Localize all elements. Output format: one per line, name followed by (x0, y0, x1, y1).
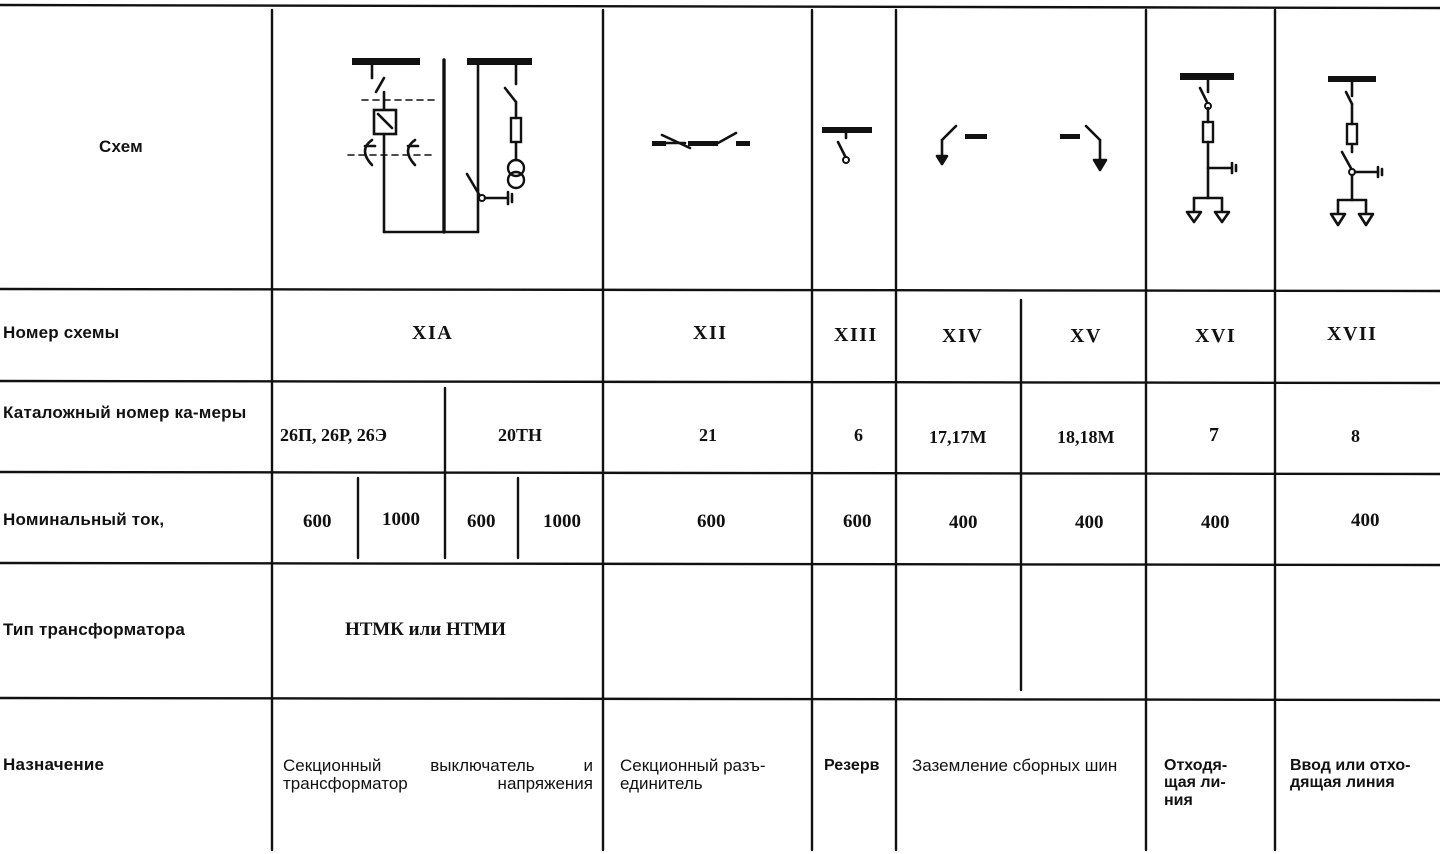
scheme-xv-diagram (1060, 126, 1106, 170)
catalog-row-label: Каталожный номер ка-меры (3, 403, 247, 422)
current-cell: 600 (697, 511, 726, 532)
current-row-label: Номинальный ток, (3, 510, 165, 529)
catalog-number-cell: 17,17М (929, 427, 987, 447)
scheme-number-cell: XVII (1327, 323, 1378, 345)
transformer-row-label: Тип трансформатора (3, 620, 185, 639)
scheme-xiv-diagram (937, 126, 987, 164)
catalog-number-cell: 20ТН (498, 425, 543, 445)
scheme-row-label: Схем (99, 137, 143, 156)
scheme-number-cell: XIA (412, 322, 454, 344)
current-cell: 400 (1201, 512, 1230, 533)
current-cell: 400 (949, 512, 978, 533)
current-cell: 1000 (543, 511, 581, 532)
current-cell: 600 (303, 511, 332, 532)
catalog-number-cell: 7 (1209, 424, 1219, 446)
scheme-xia-diagram (348, 58, 532, 232)
purpose-cell: Заземление сборных шин (912, 756, 1118, 775)
current-cell: 400 (1351, 510, 1380, 531)
current-cell: 600 (843, 511, 872, 532)
scheme-number-cell: XII (693, 322, 728, 344)
catalog-number-cell: 8 (1351, 426, 1360, 446)
scheme-xvi-diagram (1180, 73, 1236, 222)
scheme-number-cell: XIV (942, 325, 984, 347)
catalog-number-cell: 26П, 26Р, 26Э (280, 425, 387, 445)
scheme-number-cell: XVI (1195, 325, 1237, 347)
current-cell: 400 (1075, 512, 1104, 533)
catalog-number-cell: 6 (854, 425, 863, 445)
purpose-cell: Отходя-щая ли-ния (1164, 757, 1228, 809)
number-row-label: Номер схемы (3, 323, 120, 342)
transformer-type-cell: НТМК или НТМИ (345, 619, 506, 640)
catalog-number-cell: 21 (699, 425, 717, 445)
purpose-cell: Резерв (824, 757, 880, 774)
purpose-row-label: Назначение (3, 755, 105, 774)
current-cell: 1000 (382, 509, 420, 530)
purpose-cell: Секционный разъ-единитель (620, 756, 766, 794)
scheme-xvii-diagram (1328, 76, 1382, 225)
scheme-number-cell: XIII (834, 324, 878, 346)
purpose-cell: Секционный выключатель и трансформатор напряжения (283, 756, 593, 794)
catalog-number-cell: 18,18М (1057, 427, 1115, 447)
purpose-cell: Ввод или отхо-дящая линия (1290, 757, 1411, 792)
scheme-xiii-diagram (822, 127, 872, 163)
scheme-diagrams (0, 0, 1440, 290)
scheme-number-cell: XV (1070, 325, 1102, 347)
current-cell: 600 (467, 511, 496, 532)
scheme-xii-diagram (652, 133, 750, 148)
